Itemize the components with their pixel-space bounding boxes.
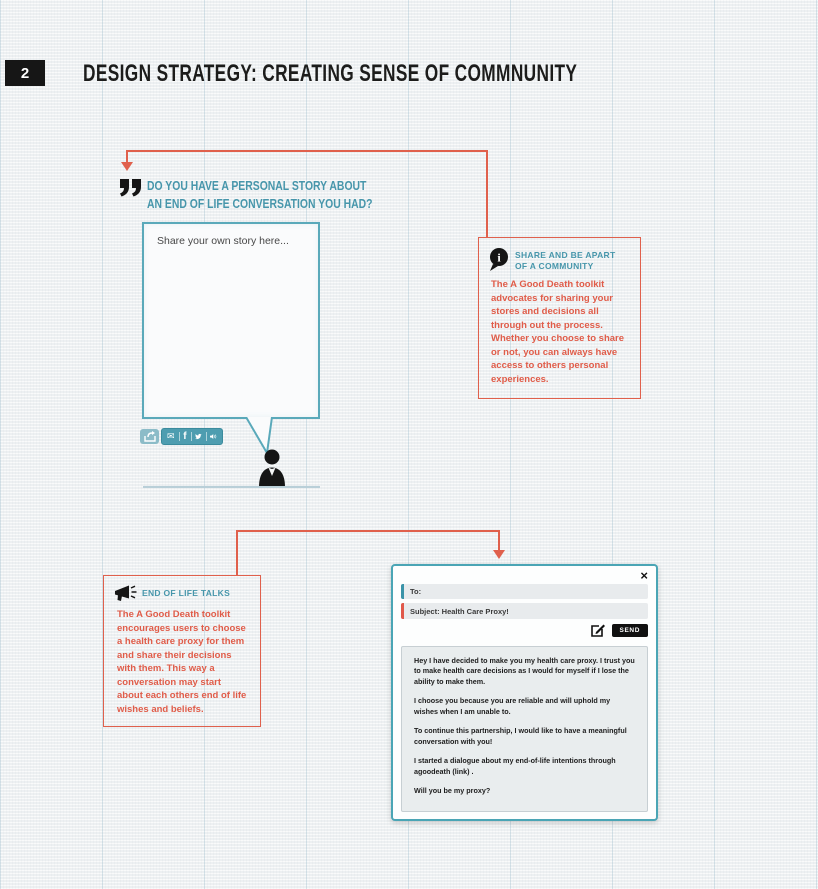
page-number-badge <box>5 60 45 86</box>
talks-body: The A Good Death toolkit encourages users to choose a health care proxy for them and share their decisions with them. This way a conversation may start about each others end of life wishes and beliefs. <box>117 609 247 715</box>
page-number: 2 <box>20 64 30 82</box>
share-arrow-icon <box>144 431 156 442</box>
quote-icon <box>120 179 143 197</box>
subject-field-value: Subject: Health Care Proxy! <box>410 606 509 616</box>
page-title-wrap <box>83 60 770 88</box>
story-question-line2: AN END OF LIFE CONVERSATION YOU HAD? <box>147 196 373 211</box>
talks-callout <box>103 575 261 727</box>
close-icon[interactable]: × <box>640 568 648 583</box>
audio-icon[interactable] <box>210 432 217 441</box>
social-share-bar <box>161 428 223 445</box>
connector-bottom-left-riser <box>236 530 238 575</box>
share-button[interactable] <box>140 429 159 444</box>
email-actions-row <box>591 623 648 637</box>
story-question <box>147 177 429 213</box>
info-icon <box>489 248 510 271</box>
community-callout <box>478 237 641 399</box>
community-title-line2: OF A COMMUNITY <box>515 261 594 271</box>
to-field-value: To: <box>410 587 422 596</box>
talks-title: END OF LIFE TALKS <box>142 587 231 598</box>
email-body[interactable] <box>401 646 648 812</box>
twitter-icon[interactable] <box>195 432 202 441</box>
community-body: The A Good Death toolkit advocates for sharing your stores and decisions all through out the process. Whether you choose to share or not, you can always have access to others personal experiences. <box>491 279 625 385</box>
email-paragraph: I choose you because you are reliable and will uphold my wishes when I am unable to. <box>414 696 611 716</box>
to-field-accent <box>401 584 404 599</box>
email-share-icon[interactable]: ✉ <box>167 431 175 441</box>
to-field[interactable] <box>401 584 648 599</box>
facebook-icon[interactable]: f <box>183 430 187 442</box>
send-button[interactable]: SEND <box>612 624 648 637</box>
connector-top-arrowhead-icon <box>121 162 133 171</box>
divider <box>191 432 192 441</box>
divider <box>179 432 180 441</box>
connector-bottom-arrowhead-icon <box>493 550 505 559</box>
email-paragraph: Hey I have decided to make you my health care proxy. I trust you to make health care decisions as I would for myself if I lose the ability to make them. <box>414 656 635 686</box>
community-title-line1: SHARE AND BE APART <box>515 250 616 260</box>
email-compose-panel <box>391 564 658 821</box>
story-input-placeholder: Share your own story here... <box>157 235 289 247</box>
person-icon <box>258 449 286 487</box>
email-paragraph: To continue this partnership, I would like to have a meaningful conversation with you! <box>414 726 627 746</box>
connector-bottom-horizontal <box>236 530 500 532</box>
subject-field-accent <box>401 603 404 619</box>
megaphone-icon <box>115 585 138 602</box>
divider <box>206 432 207 441</box>
subject-field[interactable] <box>401 603 648 619</box>
story-question-line1: DO YOU HAVE A PERSONAL STORY ABOUT <box>147 178 367 193</box>
connector-bottom-right-drop <box>498 530 500 551</box>
email-paragraph: I started a dialogue about my end-of-life intentions through agoodeath (link) . <box>414 756 616 776</box>
page-title: DESIGN STRATEGY: CREATING SENSE OF COMMNUNITY <box>83 60 578 87</box>
email-paragraph: Will you be my proxy? <box>414 785 491 795</box>
connector-top-right-drop <box>486 150 488 238</box>
compose-icon[interactable] <box>591 623 605 637</box>
ground-line <box>143 486 320 488</box>
info-glyph: i <box>497 250 501 265</box>
story-input[interactable] <box>142 222 320 419</box>
connector-top-horizontal <box>126 150 488 152</box>
